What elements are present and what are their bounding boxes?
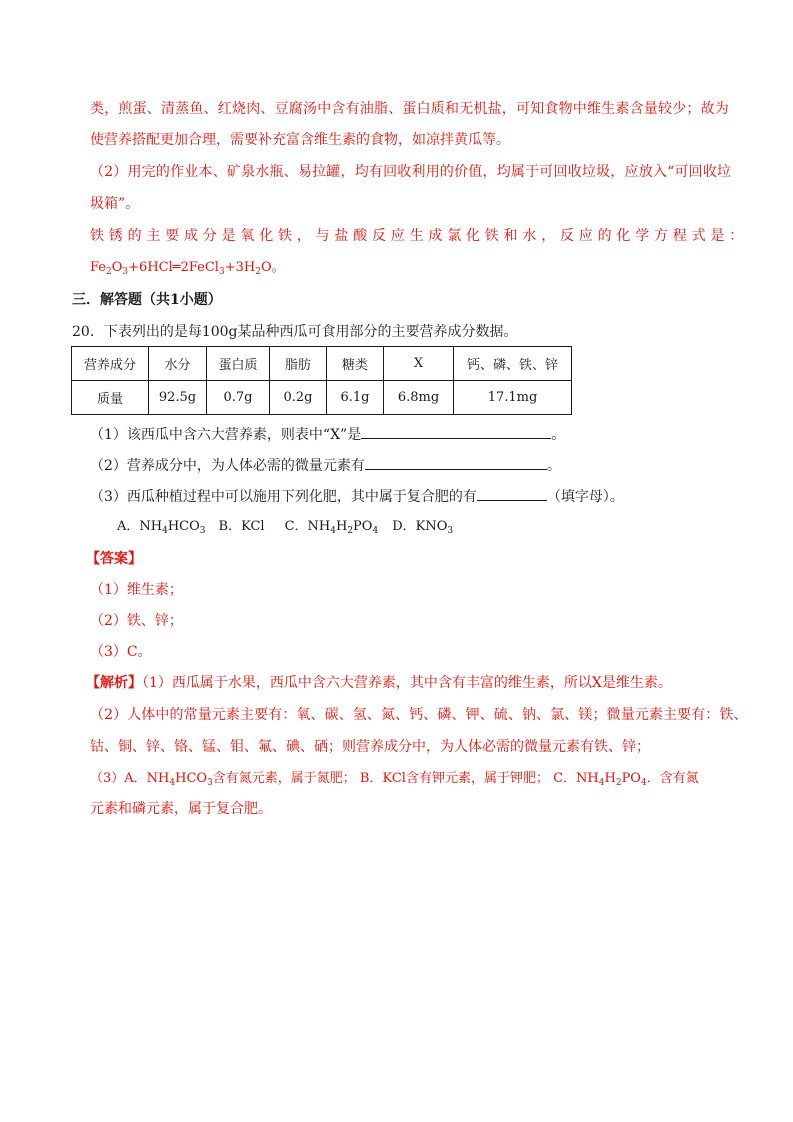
analysis-line-4: （3）A．$NH_4HCO_3$含有氮元素，属于氮肥； B．KCl含有钾元素，属于钾肥； C．$NH_4H_2PO_4$．含有氮 (90, 771, 699, 788)
table-cell: 17.1mg (454, 381, 572, 415)
answer-2: （2）铁、锌； (90, 613, 183, 629)
table-header-cell: 营养成分 (72, 347, 149, 381)
question-stem: 20．下表列出的是每100g某品种西瓜可食用部分的主要营养成分数据。 (72, 324, 518, 340)
table-cell: 6.1g (327, 381, 384, 415)
answer-blank-3[interactable] (477, 486, 547, 501)
table-header-row (72, 347, 572, 381)
analysis-line-3: 钴、铜、锌、铬、锰、钼、氟、碘、硒；则营养成分中，为人体必需的微量元素有铁、锌； (90, 739, 650, 755)
table-header-cell: 水分 (149, 347, 207, 381)
prev-explanation-line-4: 圾箱”。 (90, 196, 140, 212)
table-header-cell: 脂肪 (270, 347, 327, 381)
answer-blank-1[interactable] (361, 424, 551, 439)
answer-blank-2[interactable] (365, 455, 547, 470)
analysis-line-2: （2）人体中的常量元素主要有：氧、碳、氢、氮、钙、磷、钾、硫、钠、氯、镁；微量元素主要有：铁、 (90, 707, 748, 723)
prev-explanation-line-2: 使营养搭配更加合理，需要补充富含维生素的食物，如凉拌黄瓜等。 (90, 132, 510, 148)
section-title: 三．解答题（共1小题） (72, 292, 222, 308)
table-header-cell: 钙、磷、铁、锌 (454, 347, 572, 381)
analysis-label: 【解析】 (86, 675, 142, 691)
sub-question-3: （3）西瓜种植过程中可以施用下列化肥，其中属于复合肥的有 （填字母）。 (90, 486, 624, 507)
prev-explanation-line-1: 类，煎蛋、清蒸鱼、红烧肉、豆腐汤中含有油脂、蛋白质和无机盐，可知食物中维生素含量较少；故为 (90, 101, 729, 117)
option-a: A．$NH_4HCO_3$ (117, 519, 206, 536)
nutrition-table (71, 346, 572, 415)
sub-question-2: （2）营养成分中，为人体必需的微量元素有 。 (90, 455, 561, 476)
option-c: C．$NH_4H_2PO_4$ (284, 519, 379, 536)
analysis-line-5: 元素和磷元素，属于复合肥。 (90, 801, 272, 817)
table-cell: 92.5g (149, 381, 207, 415)
table-header-cell: 糖类 (327, 347, 384, 381)
option-b: B．KCl (218, 519, 265, 534)
table-cell: 0.7g (207, 381, 270, 415)
analysis-line-1: 【解析】（1）西瓜属于水果，西瓜中含六大营养素，其中含有丰富的维生素，所以X是维生素。 (86, 675, 672, 691)
table-cell: 质量 (72, 381, 149, 415)
answer-label: 【答案】 (86, 551, 142, 567)
table-cell: 6.8mg (384, 381, 454, 415)
table-header-cell: X (384, 347, 454, 381)
table-row (72, 381, 572, 415)
sub-question-1: （1）该西瓜中含六大营养素，则表中“X”是 。 (90, 424, 565, 445)
chemical-equation: $Fe_2O_3+6HCl═2FeCl_3+3H_2O$。 (90, 260, 285, 277)
prev-explanation-line-5: 铁锈的主要成分是氧化铁，与盐酸反应生成氯化铁和水，反应的化学方程式是： (90, 228, 748, 244)
table-cell: 0.2g (270, 381, 327, 415)
table-header-cell: 蛋白质 (207, 347, 270, 381)
answer-3: （3）C。 (90, 644, 152, 660)
answer-1: （1）维生素； (90, 582, 183, 598)
option-d: D．$KNO_3$ (392, 519, 454, 536)
prev-explanation-line-3: （2）用完的作业本、矿泉水瓶、易拉罐，均有回收利用的价值，均属于可回收垃圾，应放入“可回收垃 (90, 164, 732, 180)
options-line (117, 517, 453, 537)
